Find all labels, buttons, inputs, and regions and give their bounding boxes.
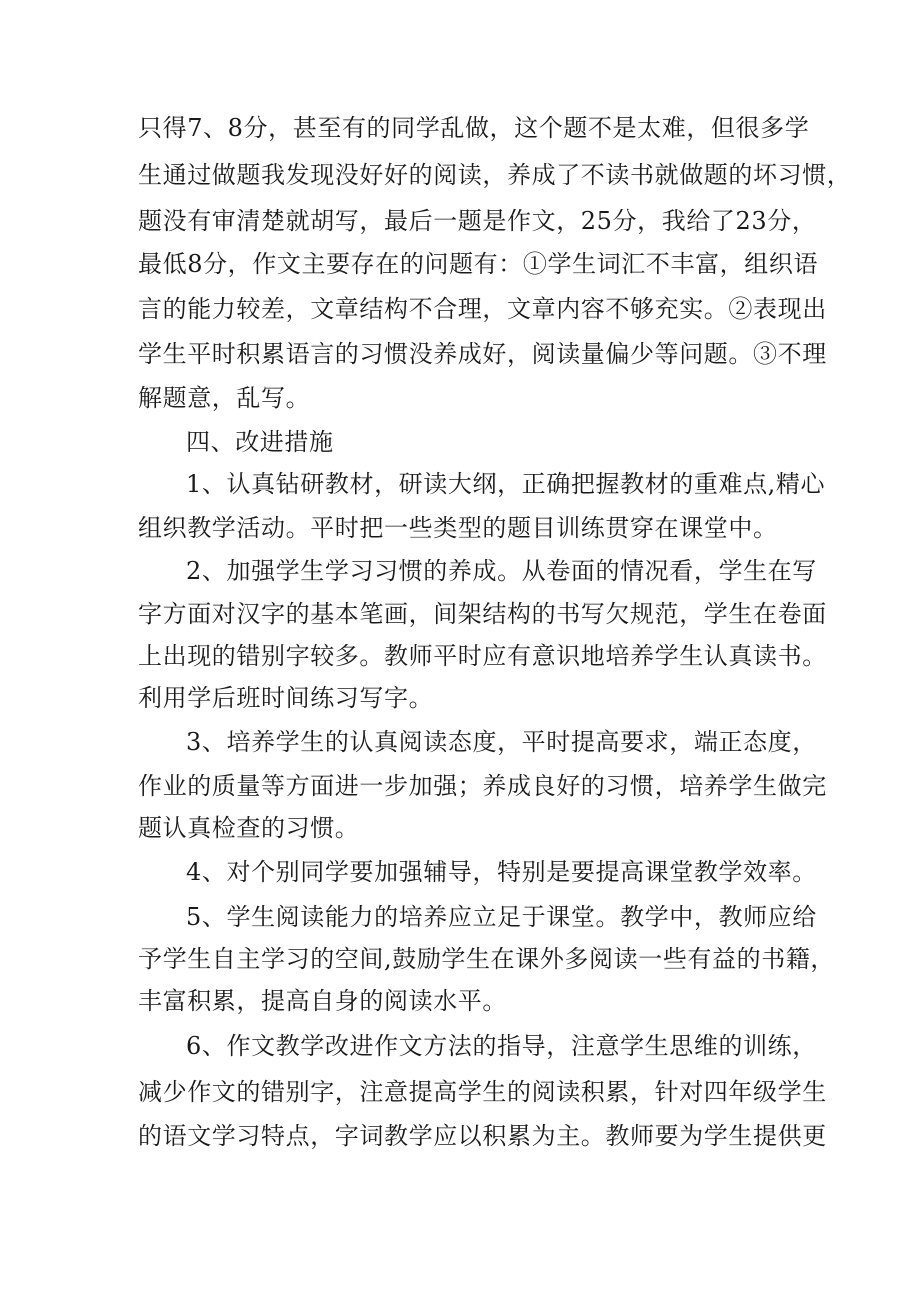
text-line: 题没有审清楚就胡写，最后一题是作文，25分，我给了23分， (138, 207, 817, 235)
text-line: 减少作文的错别字，注意提高学生的阅读积累，针对四年级学生 (138, 1078, 827, 1106)
text-line: 利用学后班时间练习写字。 (138, 684, 434, 712)
text-line: 上出现的错别字较多。教师平时应有意识地培养学生认真读书。 (138, 642, 827, 670)
text-line: 只得7、8分，甚至有的同学乱做，这个题不是太难，但很多学 (138, 114, 810, 142)
section-heading: 四、改进措施 (186, 428, 334, 456)
text-line: 6、作文教学改进作文方法的指导，注意学生思维的训练， (186, 1032, 817, 1060)
text-line: 2、加强学生学习习惯的养成。从卷面的情况看，学生在写 (186, 557, 817, 585)
text-line: 解题意，乱写。 (138, 384, 311, 412)
text-line: 生通过做题我发现没好好的阅读，养成了不读书就做题的坏习惯， (138, 161, 852, 189)
text-line: 5、学生阅读能力的培养应立足于课堂。教学中，教师应给 (186, 903, 817, 931)
text-line: 学生平时积累语言的习惯没养成好，阅读量偏少等问题。③不理 (138, 340, 827, 368)
text-line: 4、对个别同学要加强辅导，特别是要提高课堂教学效率。 (186, 858, 817, 886)
text-line: 的语文学习特点，字词教学应以积累为主。教师要为学生提供更 (138, 1122, 827, 1150)
text-line: 言的能力较差，文章结构不合理，文章内容不够充实。②表现出 (138, 295, 827, 323)
text-line: 作业的质量等方面进一步加强；养成良好的习惯，培养学生做完 (138, 772, 827, 800)
text-line: 最低8分，作文主要存在的问题有：①学生词汇不丰富，组织语 (138, 250, 819, 278)
text-line: 组织教学活动。平时把一些类型的题目训练贯穿在课堂中。 (138, 514, 778, 542)
text-line: 字方面对汉字的基本笔画，间架结构的书写欠规范，学生在卷面 (138, 600, 827, 628)
text-line: 1、认真钻研教材，研读大纲，正确把握教材的重难点,精心 (186, 470, 826, 498)
text-line: 题认真检查的习惯。 (138, 814, 360, 842)
text-line: 予学生自主学习的空间,鼓励学生在课外多阅读一些有益的书籍， (138, 945, 836, 973)
text-line: 丰富积累，提高自身的阅读水平。 (138, 987, 507, 1015)
text-line: 3、培养学生的认真阅读态度，平时提高要求，端正态度， (186, 728, 817, 756)
